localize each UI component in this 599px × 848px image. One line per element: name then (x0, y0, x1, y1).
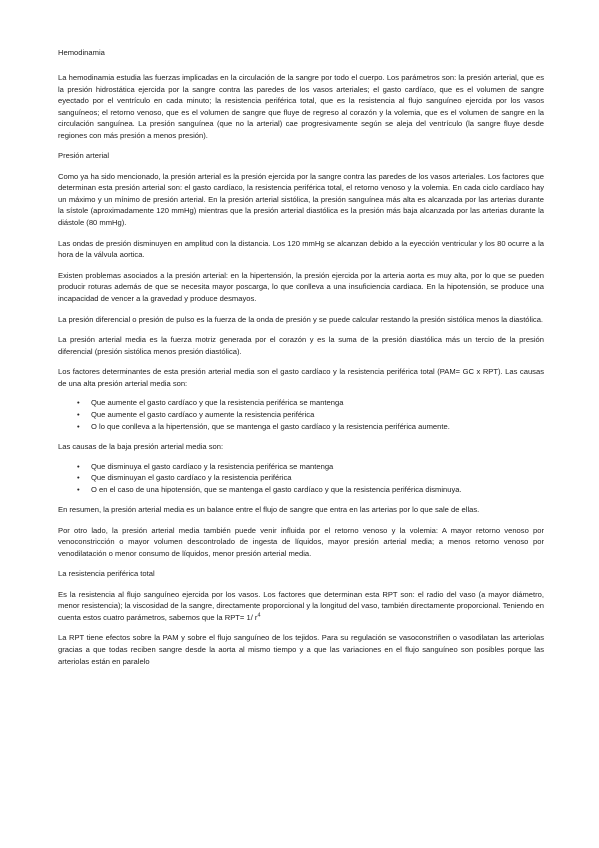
list-item (58, 410, 544, 420)
section-heading-resistencia-periferica: La resistencia periférica total (58, 568, 155, 578)
bullet-icon: • (77, 422, 80, 432)
bullet-icon: • (77, 473, 80, 483)
low-causes-list (58, 462, 544, 496)
list-item (58, 398, 544, 408)
paragraph: Los factores determinantes de esta presión arterial media son el gasto cardíaco y la resistencia periférica total (PAM= GC x RPT). Las causas de una alta presión arterial media son: (58, 367, 544, 388)
bullet-icon: • (77, 398, 80, 408)
bullet-icon: • (77, 485, 80, 495)
paragraph: Existen problemas asociados a la presión arterial: en la hipertensión, la presión ejercida por la arteria aorta es muy alta, por lo que se pueden producir roturas además de que se necesita mayor poscarga, lo que conlleva a una insuficiencia cardiaca. En la hipotensión, se produce una incapacidad de vencer a la gravedad y produce desmayos. (58, 270, 544, 303)
bullet-icon: • (77, 410, 80, 420)
list-item (58, 462, 544, 472)
paragraph-text: Es la resistencia al flujo sanguíneo ejercida por los vasos. Los factores que determinan esta RPT son: el radio del vaso (a mayor diámetro, menor resistencia); la viscosidad de la sangre, directamente proporcional y la longitud del vaso, también directamente proporcional. Teniendo en cuenta estos cuatro parámetros, sabemos que la RPT= 1/ r (58, 589, 544, 622)
intro-paragraph: La hemodinamia estudia las fuerzas implicadas en la circulación de la sangre por todo el cuerpo. Los parámetros son: la presión arterial, que es la presión hidrostática ejercida por la sangre contra las paredes de los vasos arteriales; el gasto cardíaco, que es el volumen de sangre eyectado por el ventrículo en cada minuto; la resistencia periférica total, que es la resistencia al flujo sanguíneo ejercida por los vasos sanguíneos; el retorno venoso, que es el volumen de sangre que fluye de regreso al corazón y la volemia, que es el volumen de sangre en la circulación sanguínea. La presión sanguínea (que no la arterial) cae progresivamente según se aleja del ventrículo (la sangre fluye desde regiones con más presión a menos presión). (58, 73, 544, 140)
bullet-icon: • (77, 461, 80, 471)
high-causes-list (58, 398, 544, 432)
list-item-text: Que disminuyan el gasto cardíaco y la resistencia periférica (91, 473, 292, 483)
paragraph: Las causas de la baja presión arterial media son: (58, 442, 224, 452)
list-item-text: Que disminuya el gasto cardíaco y la resistencia periférica se mantenga (91, 461, 334, 471)
paragraph: La presión diferencial o presión de pulso es la fuerza de la onda de presión y se puede calcular restando la presión sistólica menos la diastólica. (58, 314, 544, 324)
paragraph (58, 589, 544, 624)
list-item-text: O en el caso de una hipotensión, que se mantenga el gasto cardíaco y que la resistencia periférica disminuya. (91, 485, 462, 495)
paragraph: Por otro lado, la presión arterial media también puede venir influida por el retorno venoso y la volemia: A mayor retorno venoso por venoconstricción o mayor volumen descontrolado de ingesta de líquidos, mayor presión arterial media; a menos retorno venoso por venodilatación o menor consumo de líquidos, menor presión arterial media. (58, 525, 544, 559)
list-item-text: O lo que conlleva a la hipertensión, que se mantenga el gasto cardíaco y la resistencia periférica aumente. (91, 422, 450, 432)
document-title: Hemodinamia (58, 48, 105, 57)
paragraph: La RPT tiene efectos sobre la PAM y sobre el flujo sanguíneo de los tejidos. Para su regulación se vasoconstriñen o vasodilatan las arteriolas gracias a que todas reciben sangre desde la aorta al mismo tiempo y a que las variaciones en el flujo sanguíneo son posibles porque las arteriolas están en paralelo (58, 633, 544, 666)
paragraph: Las ondas de presión disminuyen en amplitud con la distancia. Los 120 mmHg se alcanzan debido a la eyección ventricular y los 80 ocurre a la hora de la válvula aortica. (58, 238, 544, 260)
list-item-text: Que aumente el gasto cardíaco y aumente la resistencia periférica (91, 410, 315, 420)
list-item (58, 473, 544, 483)
paragraph: La presión arterial media es la fuerza motriz generada por el corazón y es la suma de la presión diastólica más un tercio de la presión diferencial (presión sistólica menos presión diastólica). (58, 335, 544, 356)
section-heading-presion-arterial: Presión arterial (58, 150, 110, 160)
list-item (58, 422, 544, 432)
paragraph: Como ya ha sido mencionado, la presión arterial es la presión ejercida por la sangre contra las paredes de los vasos arteriales. Los factores que determinan esta presión arterial son: el gasto cardíaco, la resistencia periférica total, el retorno venoso y la volemia. En cada ciclo cardíaco hay un máximo y un mínimo de presión arterial. En la presión arterial sistólica, la presión sanguínea más alta es alcanzada por las arterias durante la sístole (aproximadamente 120 mmHg) mientras que la presión arterial diastólica es la presión más baja alcanzada por las arterias durante la diástole (80 mmHg). (58, 171, 544, 227)
list-item-text: Que aumente el gasto cardíaco y que la resistencia periférica se mantenga (91, 398, 344, 408)
paragraph: En resumen, la presión arterial media es un balance entre el flujo de sangre que entra en las arterias por lo que sale de ellas. (58, 505, 480, 515)
list-item (58, 485, 544, 495)
superscript: 4 (257, 612, 261, 619)
